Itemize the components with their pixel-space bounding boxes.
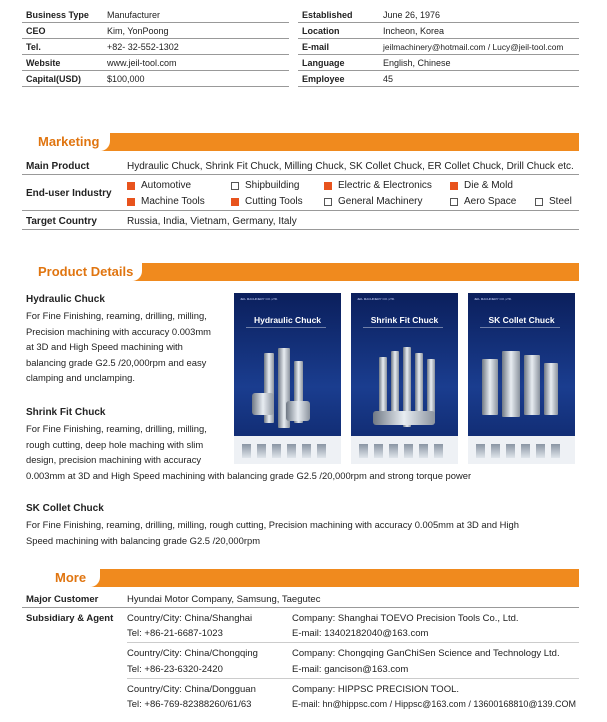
hydraulic-line: Precision machining with accuracy 0.003mm (26, 325, 211, 337)
industry-checkbox-electric (324, 182, 332, 190)
tool-shape (252, 393, 274, 415)
catalog-strip (351, 436, 458, 464)
hydraulic-title: Hydraulic Chuck (26, 294, 105, 305)
industry-checkbox-steel (535, 198, 543, 206)
email-label: E-mail (302, 42, 330, 52)
sk-line: For Fine Finishing, reaming, drilling, milling, rough cutting, Precision machining with accuracy 0.005mm at 3D and High (26, 519, 519, 530)
agent-tel: Tel: +86-23-6320-2420 (127, 664, 223, 675)
catalog-divider (246, 327, 326, 342)
main-product-value: Hydraulic Chuck, Shrink Fit Chuck, Milling Chuck, SK Collet Chuck, ER Collet Chuck, Drill Chuck etc. (127, 161, 574, 172)
industry-checkbox-aero-space (450, 198, 458, 206)
language-value: English, Chinese (383, 58, 451, 68)
industry-label: Electric & Electronics (338, 180, 432, 191)
shrink-title: Shrink Fit Chuck (26, 407, 106, 418)
industry-label: Machine Tools (141, 196, 205, 207)
business-type-label: Business Type (26, 10, 89, 20)
tool-shape (373, 411, 435, 425)
established-value: June 26, 1976 (383, 10, 441, 20)
industry-label: Steel (549, 196, 572, 207)
agent-company: Company: Chongqing GanChiSen Science and Technology Ltd. (292, 648, 560, 659)
agent-email[interactable]: E-mail: 13402182040@163.com (292, 628, 429, 639)
catalog-strip (468, 436, 575, 464)
industry-checkbox-machine-tools (127, 198, 135, 206)
more-header-bar (22, 569, 579, 587)
major-customer-label: Major Customer (26, 594, 99, 605)
tel-label: Tel. (26, 42, 41, 52)
shrink-line: 0.003mm at 3D and High Speed machining with balancing grade G2.5 /20,000rpm and strong torque power (26, 469, 472, 481)
tool-shape (286, 401, 310, 421)
major-customer-value: Hyundai Motor Company, Samsung, Taegutec (127, 594, 321, 605)
hydraulic-line: For Fine Finishing, reaming, drilling, milling, (26, 310, 207, 321)
catalog-title: Hydraulic Chuck (253, 315, 322, 325)
agent-company: Company: Shanghai TOEVO Precision Tools Co., Ltd. (292, 613, 519, 624)
hydraulic-line: balancing grade G2.5 /20,000rpm and easy (26, 356, 207, 368)
tool-shape (544, 363, 558, 415)
agent-email[interactable]: E-mail: gancison@163.com (292, 664, 409, 675)
employee-label: Employee (302, 74, 345, 84)
target-country-label: Target Country (26, 216, 97, 227)
shrink-line: rough cutting, deep hole maching with slim (26, 438, 204, 450)
catalog-hydraulic-image (234, 293, 341, 464)
catalog-shrink-fit-image (351, 293, 458, 464)
tel-value: +82- 32-552-1302 (107, 42, 179, 52)
agent-city: Country/City: China/Chongqing (127, 648, 258, 659)
subsidiary-label: Subsidiary & Agent (26, 613, 114, 624)
agent-city: Country/City: China/Shanghai (127, 613, 253, 624)
industry-label: Shipbuilding (245, 180, 300, 191)
industry-label: Aero Space (464, 196, 517, 207)
catalog-divider (480, 327, 560, 342)
industry-checkbox-cutting-tools (231, 198, 239, 206)
industry-checkbox-die-mold (450, 182, 458, 190)
catalog-strip (234, 436, 341, 464)
tool-shape (502, 351, 520, 417)
tool-shape (524, 355, 540, 415)
sk-description (26, 517, 519, 548)
catalog-divider (363, 327, 443, 342)
location-label: Location (302, 26, 340, 36)
agent-tel: Tel: +86-769-82388260/61/63 (127, 699, 252, 710)
industry-label: General Machinery (338, 196, 423, 207)
shrink-line: design, precision machining with accuracy (26, 454, 202, 465)
marketing-title: Marketing (38, 134, 100, 149)
industry-checkbox-general-machinery (324, 198, 332, 206)
industry-label: Cutting Tools (245, 196, 303, 207)
catalog-header: JEIL MACHINERY CO.,LTD. (474, 297, 512, 301)
industry-label: Automotive (141, 180, 192, 191)
ceo-value: Kim, YonPoong (107, 26, 169, 36)
catalog-header: JEIL MACHINERY CO.,LTD. (240, 297, 278, 301)
established-label: Established (302, 10, 353, 20)
language-label: Language (302, 58, 345, 68)
hydraulic-line: clamping and unclamping. (26, 372, 135, 383)
email-link[interactable]: jeilmachinery@hotmail.com / Lucy@jeil-tool.com (383, 42, 564, 52)
hydraulic-line: at 3D and High Speed machining with (26, 341, 183, 352)
target-country-value: Russia, India, Vietnam, Germany, Italy (127, 216, 297, 227)
hydraulic-description (26, 308, 211, 386)
catalog-title: Shrink Fit Chuck (370, 315, 439, 325)
catalog-header: JEIL MACHINERY CO.,LTD. (357, 297, 395, 301)
catalog-title: SK Collet Chuck (488, 315, 555, 325)
agent-company: Company: HIPPSC PRECISION TOOL. (292, 684, 460, 695)
main-product-label: Main Product (26, 161, 90, 172)
industry-checkbox-automotive (127, 182, 135, 190)
capital-label: Capital(USD) (26, 74, 82, 84)
ceo-label: CEO (26, 26, 46, 36)
employee-value: 45 (383, 74, 394, 84)
tool-shape (482, 359, 498, 415)
website-link[interactable]: www.jeil-tool.com (107, 58, 177, 68)
catalog-sk-collet-image (468, 293, 575, 464)
agent-email[interactable]: E-mail: hn@hippsc.com / Hippsc@163.com / 13600168810@139.COM (292, 699, 577, 709)
capital-value: $100,000 (107, 74, 145, 84)
more-title: More (55, 570, 87, 585)
industry-checkbox-shipbuilding (231, 182, 239, 190)
agent-tel: Tel: +86-21-6687-1023 (127, 628, 223, 639)
website-label: Website (26, 58, 61, 68)
end-user-label: End-user Industry (26, 188, 112, 199)
business-type-value: Manufacturer (107, 10, 161, 20)
agent-city: Country/City: China/Dongguan (127, 684, 256, 695)
details-title: Product Details (38, 264, 134, 279)
sk-line: Speed machining with balancing grade G2.5 /20,000rpm (26, 534, 261, 546)
shrink-line: For Fine Finishing, reaming, drilling, milling, (26, 423, 207, 434)
industry-label: Die & Mold (464, 180, 513, 191)
location-value: Incheon, Korea (383, 26, 445, 36)
sk-title: SK Collet Chuck (26, 503, 104, 514)
